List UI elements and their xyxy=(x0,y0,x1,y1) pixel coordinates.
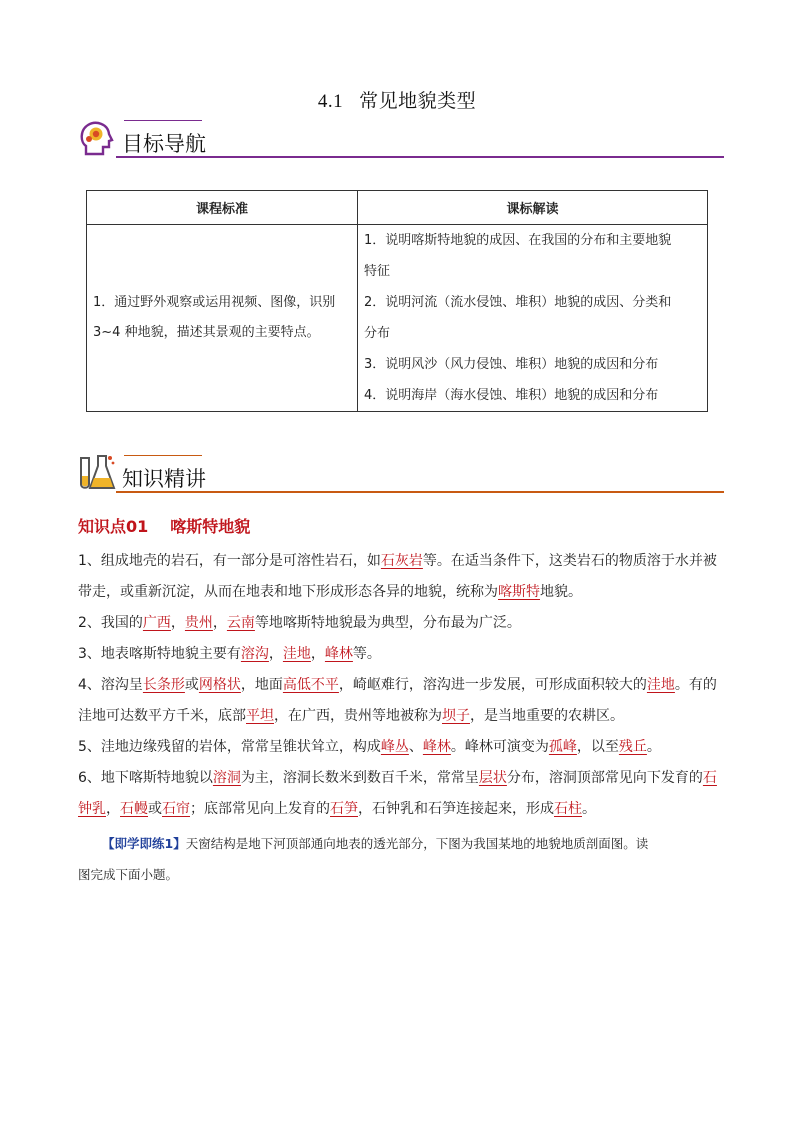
text-span: 等。 xyxy=(352,646,381,662)
text-span: 或 xyxy=(184,677,199,693)
section-rule xyxy=(116,491,724,493)
header-accent-line xyxy=(124,120,202,121)
practice-tag: 【即学即练1】 xyxy=(102,836,186,851)
interpretation-line: 分布 xyxy=(364,326,391,341)
text-span: 3、地表喀斯特地貌主要有 xyxy=(78,646,241,662)
text-span: 等。在适当条件下，这类岩石的物质溶于水并被 xyxy=(422,553,717,569)
text-span: 或 xyxy=(148,801,162,817)
text-span: ， xyxy=(310,646,325,662)
page-title-number: 4.1 xyxy=(317,91,344,112)
keyword: 石柱 xyxy=(554,801,582,817)
interpretation-line: 3．说明风沙（风力侵蚀、堆积）地貌的成因和分布 xyxy=(364,357,659,372)
head-gears-icon xyxy=(76,118,116,158)
keyword: 坝子 xyxy=(442,708,470,724)
keyword: 钟乳 xyxy=(78,801,106,817)
text-span: 带走，或重新沉淀，从而在地表和地下形成形态各异的地貌，统称为 xyxy=(78,584,498,600)
keyword: 广西 xyxy=(142,615,171,631)
keyword: 溶沟 xyxy=(240,646,269,662)
text-span: 等地喀斯特地貌最为典型，分布最为广泛。 xyxy=(254,615,521,631)
paragraph-4 xyxy=(78,670,720,732)
page-title-text: 常见地貌类型 xyxy=(359,90,477,112)
keyword: 洼地 xyxy=(282,646,311,662)
interpretation-line: 1．说明喀斯特地貌的成因、在我国的分布和主要地貌 xyxy=(364,233,672,248)
header-accent-line xyxy=(124,455,202,456)
standards-table xyxy=(86,190,708,412)
keyword: 贵州 xyxy=(184,615,213,631)
paragraph-1 xyxy=(78,546,720,608)
text-span: 。峰林可演变为 xyxy=(450,739,549,755)
text-span: 为主，溶洞长数米到数百千米，常常呈 xyxy=(240,770,479,786)
text-span: ，以至 xyxy=(576,739,619,755)
interpretation-line: 2．说明河流（流水侵蚀、堆积）地貌的成因、分类和 xyxy=(364,295,672,310)
keyword: 溶洞 xyxy=(212,770,241,786)
text-span: ，在广西，贵州等地被称为 xyxy=(274,708,442,724)
text-span: 1、组成地壳的岩石，有一部分是可溶性岩石，如 xyxy=(78,553,381,569)
section-label: 知识精讲 xyxy=(122,467,206,491)
interpretation-cell xyxy=(358,225,708,412)
practice-prompt xyxy=(78,828,720,890)
keyword: 高低不平 xyxy=(282,677,339,693)
lab-flask-icon xyxy=(76,452,116,492)
text-span: 。 xyxy=(646,739,661,755)
keyword: 石 xyxy=(702,770,717,786)
section-header-knowledge xyxy=(76,452,724,496)
standard-cell xyxy=(87,225,358,412)
keyword: 峰林 xyxy=(324,646,353,662)
interpretation-line: 4．说明海岸（海水侵蚀、堆积）地貌的成因和分布 xyxy=(364,388,659,403)
paragraph-3 xyxy=(78,639,720,670)
keyword: 洼地 xyxy=(646,677,675,693)
paragraph-2 xyxy=(78,608,720,639)
keyword: 云南 xyxy=(226,615,255,631)
keyword: 石笋 xyxy=(330,801,358,817)
text-span: 分布，溶洞顶部常见向下发育的 xyxy=(506,770,703,786)
keyword: 喀斯特 xyxy=(498,584,540,600)
keyword: 石幔 xyxy=(120,801,148,817)
section-rule xyxy=(116,156,724,158)
page-title xyxy=(0,86,794,113)
table-header-interpretation: 课标解读 xyxy=(358,191,708,225)
keyword: 平坦 xyxy=(246,708,274,724)
practice-text: 天窗结构是地下河顶部通向地表的透光部分，下图为我国某地的地貌地质剖面图。读 xyxy=(185,836,649,851)
interpretation-line: 特征 xyxy=(364,264,391,279)
text-span: 洼地可达数平方千米，底部 xyxy=(78,708,246,724)
text-span: 2、我国的 xyxy=(78,615,143,631)
text-span: ；底部常见向上发育的 xyxy=(190,801,330,817)
standard-line: 3~4 种地貌，描述其景观的主要特点。 xyxy=(93,325,320,340)
keyword: 峰丛 xyxy=(380,739,409,755)
text-span: ， xyxy=(212,615,227,631)
knowledge-point-name: 喀斯特地貌 xyxy=(170,517,251,536)
knowledge-point-title xyxy=(78,514,250,537)
keyword: 峰林 xyxy=(422,739,451,755)
text-span: ，崎岖难行，溶沟进一步发展，可形成面积较大的 xyxy=(338,677,647,693)
table-row xyxy=(87,225,708,412)
keyword: 石灰岩 xyxy=(380,553,423,569)
standard-line: 1．通过野外观察或运用视频、图像，识别 xyxy=(93,295,336,310)
text-span: 4、溶沟呈 xyxy=(78,677,143,693)
text-span: 。 xyxy=(582,801,596,817)
table-header-row xyxy=(87,191,708,225)
section-header-goals xyxy=(76,118,724,160)
text-span: 、 xyxy=(408,739,423,755)
keyword: 长条形 xyxy=(142,677,185,693)
keyword: 网格状 xyxy=(198,677,241,693)
table-header-standard: 课程标准 xyxy=(87,191,358,225)
paragraph-5 xyxy=(78,732,720,763)
keyword: 残丘 xyxy=(618,739,647,755)
text-span: ，地面 xyxy=(240,677,283,693)
text-span: ， xyxy=(106,801,120,817)
text-span: 地貌。 xyxy=(540,584,582,600)
keyword: 层状 xyxy=(478,770,507,786)
keyword: 石帘 xyxy=(162,801,190,817)
text-span: 。有的 xyxy=(674,677,717,693)
text-span: ，是当地重要的农耕区。 xyxy=(470,708,624,724)
text-span: ， xyxy=(170,615,185,631)
text-span: 6、地下喀斯特地貌以 xyxy=(78,770,213,786)
text-span: ，石钟乳和石笋连接起来，形成 xyxy=(358,801,554,817)
text-span: 5、洼地边缘残留的岩体，常常呈锥状耸立，构成 xyxy=(78,739,381,755)
keyword: 孤峰 xyxy=(548,739,577,755)
knowledge-point-code: 知识点01 xyxy=(78,517,149,536)
paragraph-6 xyxy=(78,763,720,825)
text-span: ， xyxy=(268,646,283,662)
practice-text-cont: 图完成下面小题。 xyxy=(78,867,179,882)
section-label: 目标导航 xyxy=(122,132,206,156)
